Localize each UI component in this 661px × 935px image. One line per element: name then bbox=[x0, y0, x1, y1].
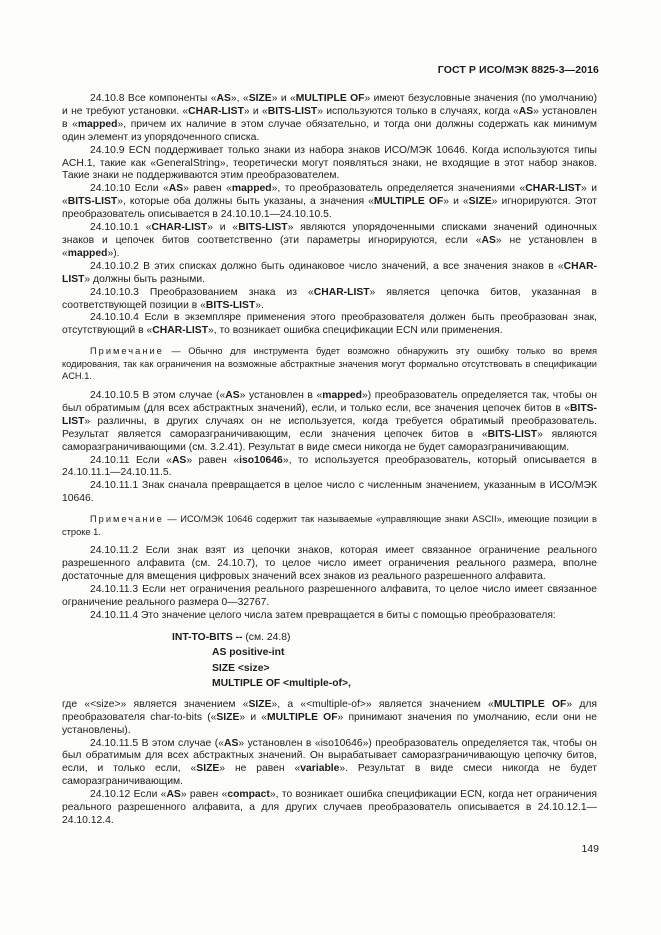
paragraph-24-10-9: 24.10.9 ECN поддерживает только знаки из набора знаков ИСО/МЭК 10646. Когда используются типы ACH.1, такие как «GeneralString», теоретически могут появляться знаки, не входящие в этот набор знаков. Такие знаки не поддерживаются этим преобразователем. bbox=[62, 144, 597, 182]
note-label: Примечание bbox=[90, 514, 164, 525]
code-line: INT-TO-BITS -- (см. 24.8) bbox=[172, 631, 291, 643]
paragraph-24-10-11-1: 24.10.11.1 Знак сначала превращается в целое число с численным значением, указанным в ИСО/МЭК 10646. bbox=[62, 480, 597, 505]
paragraph-24-10-11: 24.10.11 Если «AS» равен «iso10646», то используется преобразователь, который описывается в 24.10.11.1—24.10.11.5. bbox=[62, 454, 597, 479]
paragraph-24-10-10-2: 24.10.10.2 В этих списках должно быть одинаковое число значений, а все значения знаков в «CHAR-LIST» должны быть разными. bbox=[62, 260, 597, 285]
paragraph-24-10-10-1: 24.10.10.1 «CHAR-LIST» и «BITS-LIST» являются упорядоченными списками значений одиночных знаков и цепочек битов соответственно (эти параметры игнорируются, если «AS» не установлен в «mapped»). bbox=[62, 222, 597, 259]
paragraph-24-10-10-4: 24.10.10.4 Если в экземпляре применения этого преобразователя должен быть преобразован знак, отсутствующий в «CHAR-LIST», то возникает ошибка спецификации ECN или применения. bbox=[62, 312, 597, 337]
paragraph-24-10-11-3: 24.10.11.3 Если нет ограничения реального разрешенного алфавита, то целое число имеет связанное ограничение реального размера 0—32767. bbox=[62, 584, 597, 608]
note-label: Примечание bbox=[90, 346, 164, 357]
paragraph-where: где «<size>» является значением «SIZE», а «<multiple-of>» является значением «MULTIPLE OF» для преобразователя char-to-bits («SIZE» и «MULTIPLE OF» принимают значения по умолчанию, если они не установлены). bbox=[62, 698, 597, 736]
code-line: AS positive-int bbox=[212, 647, 285, 659]
paragraph-24-10-11-4: 24.10.11.4 Это значение целого числа затем превращается в биты с помощью преобразователя: bbox=[90, 609, 556, 621]
code-block bbox=[62, 630, 597, 692]
code-line: MULTIPLE OF <multiple-of>, bbox=[212, 678, 351, 690]
paragraph-24-10-10-5: 24.10.10.5 В этом случае («AS» установлен в «mapped») преобразователь определяется так, чтобы он был обратимым (для всех абстрактных значений), если, и только если, все значения цепочек битов в «BITS-LIST» различны, в других случаях он не используется, когда требуется обратимый преобразователь. Результат является саморазграничивающим, если значения цепочек битов в «BITS-LIST» являются саморазграничивающими (см. 3.2.41). Результат в виде смеси никогда не будет саморазграничивающим. bbox=[62, 390, 598, 453]
note-1: Примечание — Обычно для инструмента будет возможно обнаружить эту ошибку только во время кодирования, так как ограничения на возможные абстрактные значения могут формально отсутствовать в спецификации ACH.1. bbox=[62, 346, 597, 382]
standard-header: ГОСТ Р ИСО/МЭК 8825-3—2016 bbox=[437, 64, 599, 76]
paragraph-24-10-10-3: 24.10.10.3 Преобразованием знака из «CHAR-LIST» является цепочка битов, указанная в соответствующей позиции в «BITS-LIST». bbox=[62, 286, 597, 311]
page-number: 149 bbox=[581, 843, 599, 855]
code-line: SIZE <size> bbox=[212, 662, 270, 674]
paragraph-24-10-11-2: 24.10.11.2 Если знак взят из цепочки знаков, которая имеет связанное ограничение реального разрешенного алфавита (см. 24.10.7), то целое число имеет ограничения реального размера, вполне достаточные для вмещения цифровых значений всех знаков из реального разрешенного алфавита. bbox=[62, 545, 597, 583]
paragraph-24-10-12: 24.10.12 Если «AS» равен «compact», то возникает ошибка спецификации ECN, когда нет ограничения реального разрешенного алфавита, а для других случаев преобразователь описывается в 24.10.12.1—24.10.12.4. bbox=[62, 789, 597, 826]
document-body bbox=[62, 93, 597, 828]
paragraph-24-10-8: 24.10.8 Все компоненты «AS», «SIZE» и «MULTIPLE OF» имеют безусловные значения (по умолчанию) и не требуют установки. «CHAR-LIST» и «BITS-LIST» используются только в случаях, когда «AS» установлен в «mapped», причем их наличие в этом случае обязательно, и тогда они должны содержать как минимум один элемент из упорядоченного списка. bbox=[62, 93, 598, 143]
note-2: Примечание — ИСО/МЭК 10646 содержит так называемые «управляющие знаки ASCII», имеющие позиции в строке 1. bbox=[62, 514, 597, 537]
paragraph-24-10-10: 24.10.10 Если «AS» равен «mapped», то преобразователь определяется значениями «CHAR-LIST» и «BITS-LIST», которые оба должны быть указаны, а значения «MULTIPLE OF» и «SIZE» игнорируются. Этот преобразователь описывается в 24.10.10.1—24.10.10.5. bbox=[62, 183, 598, 221]
paragraph-24-10-11-5: 24.10.11.5 В этом случае («AS» установлен в «iso10646») преобразователь определяется так, чтобы он был обратимым для всех абстрактных значений. Он вырабатывает саморазграничивающую цепочку битов, если, и только если, «SIZE» не равен «variable». Результат в виде смеси никогда не будет саморазграничивающим. bbox=[62, 737, 598, 788]
